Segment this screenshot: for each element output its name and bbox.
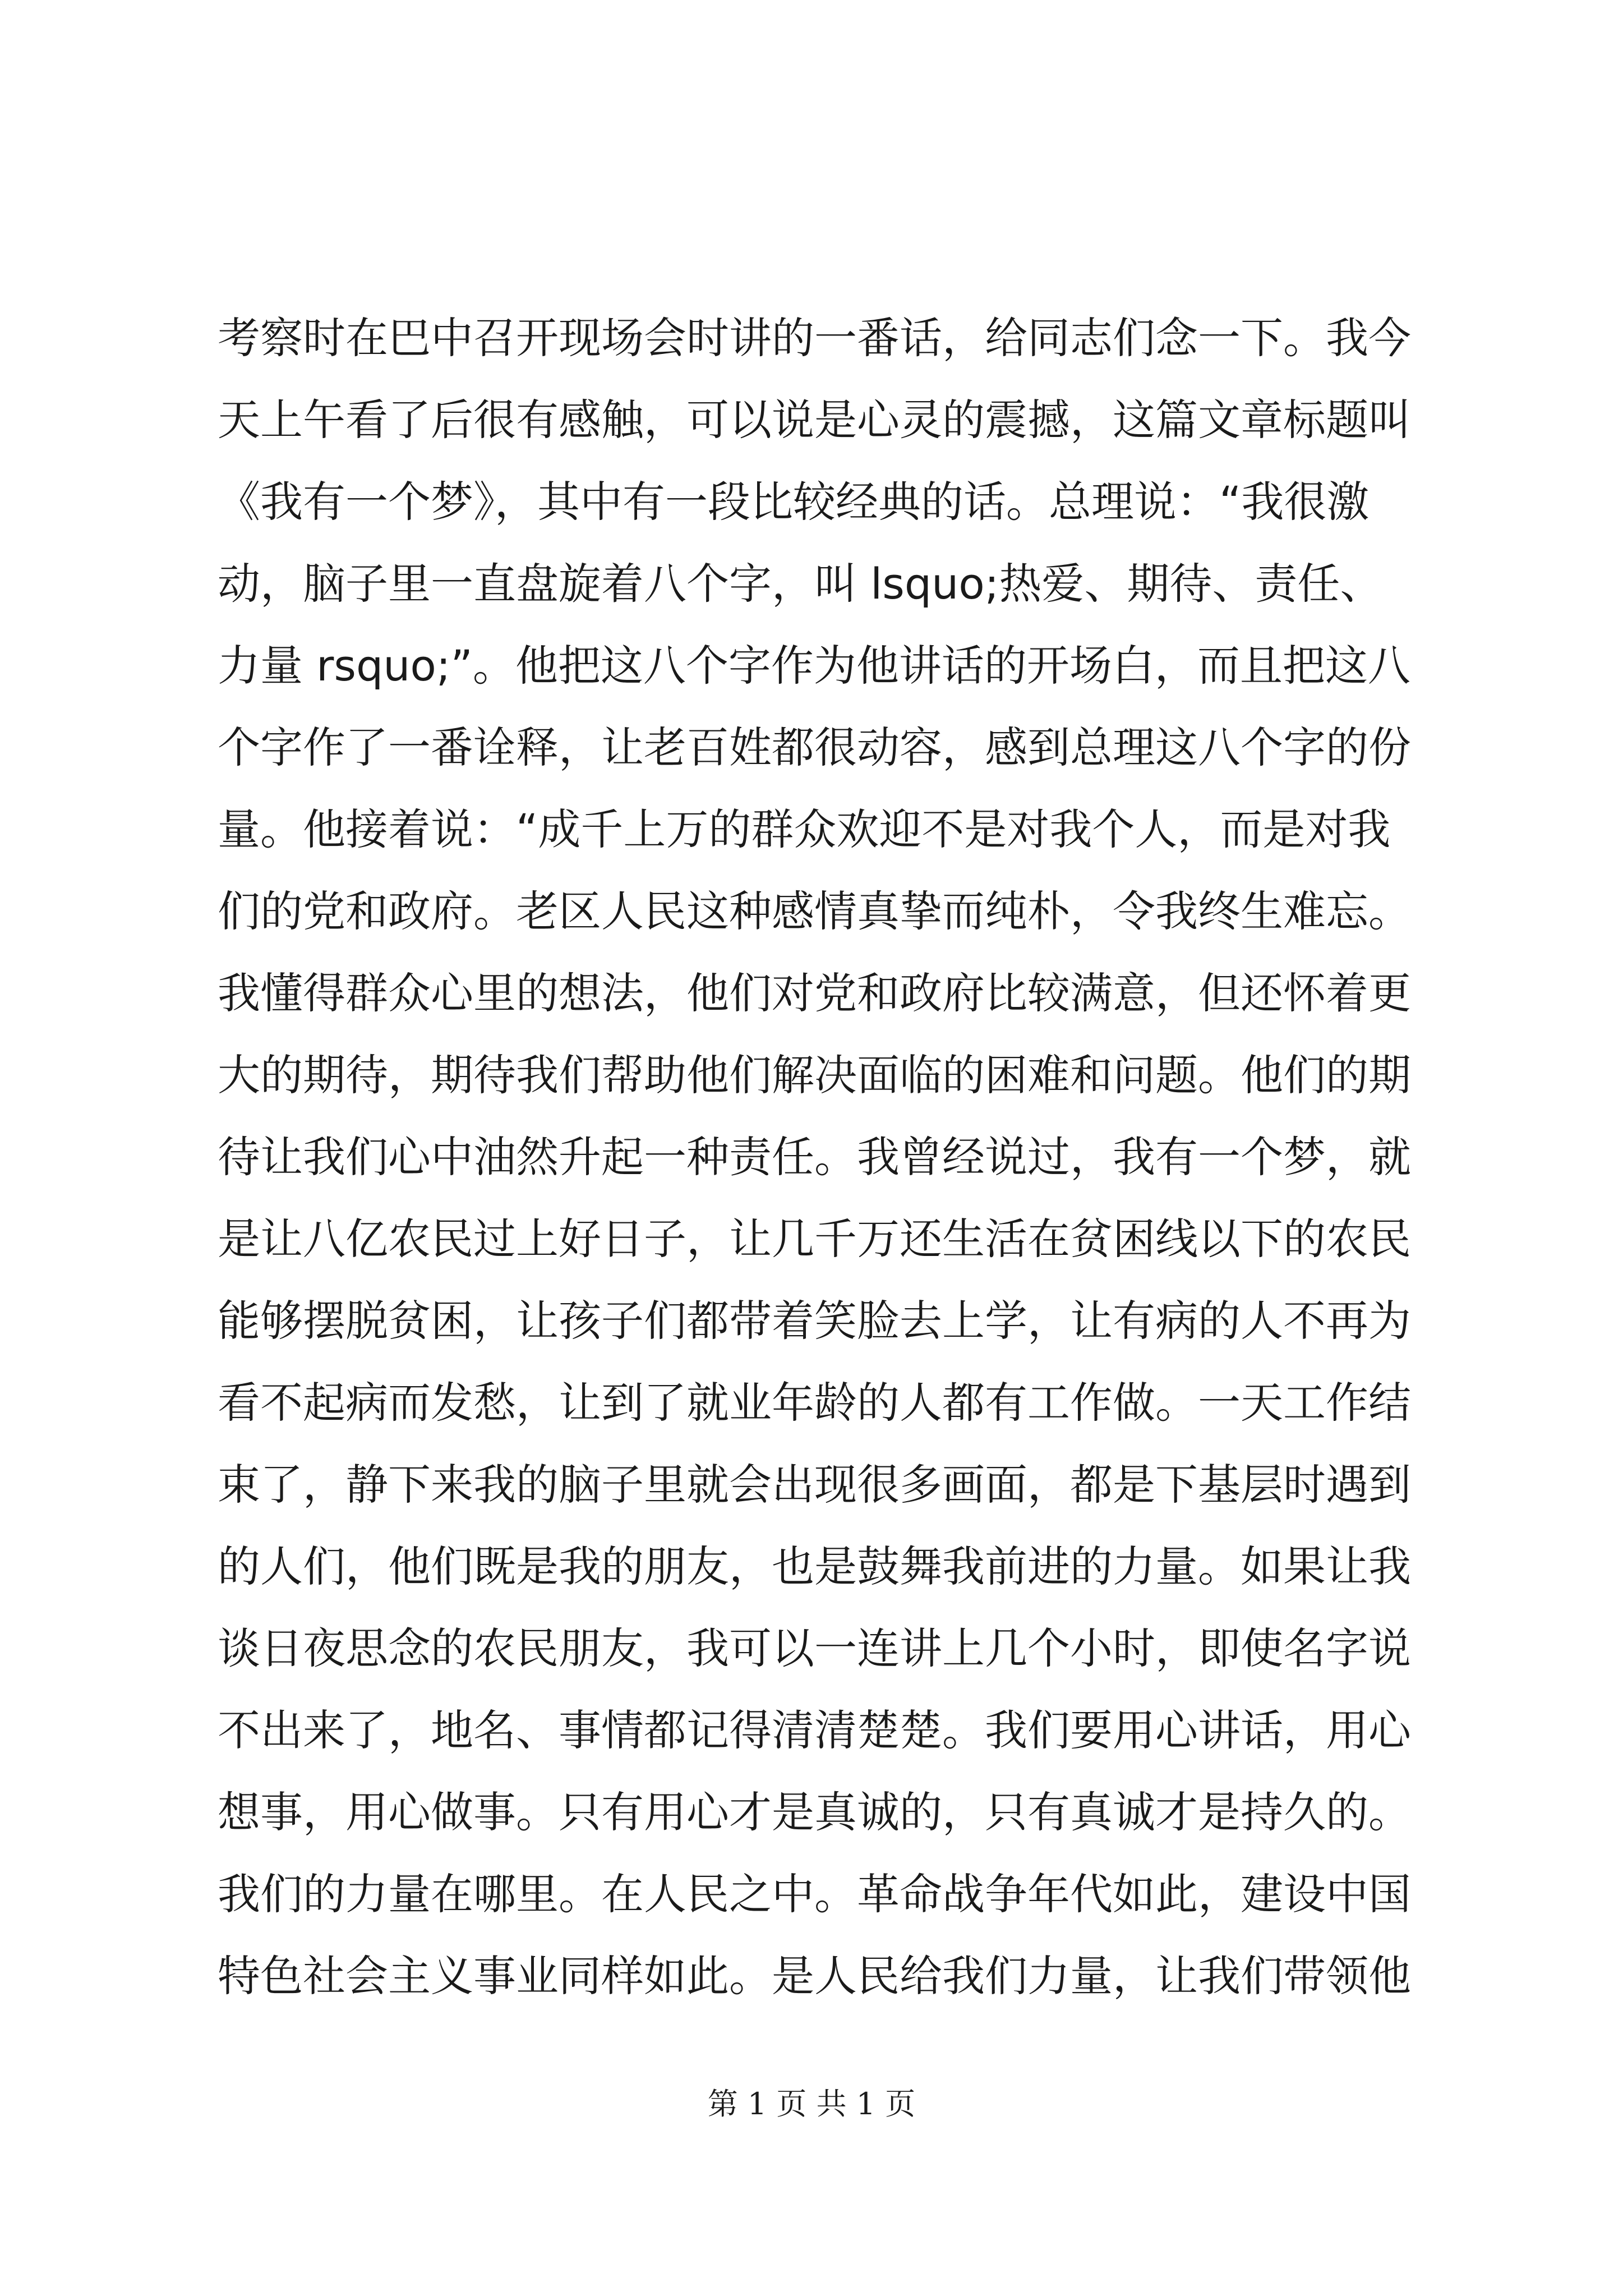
text-line: 能够摆脱贫困，让孩子们都带着笑脸去上学，让有病的人不再为 bbox=[218, 1296, 1411, 1346]
text-line: 谈日夜思念的农民朋友，我可以一连讲上几个小时，即使名字说 bbox=[218, 1623, 1411, 1673]
page-footer bbox=[0, 2085, 1623, 2124]
text-line: 想事，用心做事。只有用心才是真诚的，只有真诚才是持久的。 bbox=[218, 1787, 1411, 1837]
body-text bbox=[218, 297, 1418, 2017]
text-line: 量。他接着说：“成千上万的群众欢迎不是对我个人，而是对我 bbox=[218, 804, 1391, 854]
text-line: 不出来了，地名、事情都记得清清楚楚。我们要用心讲话，用心 bbox=[218, 1705, 1411, 1755]
text-line: 特色社会主义事业同样如此。是人民给我们力量，让我们带领他 bbox=[218, 1951, 1411, 2001]
text-line: 我们的力量在哪里。在人民之中。革命战争年代如此，建设中国 bbox=[218, 1869, 1411, 1919]
text-line: 我懂得群众心里的想法，他们对党和政府比较满意，但还怀着更 bbox=[218, 968, 1411, 1018]
text-line: 《我有一个梦》，其中有一段比较经典的话。总理说：“我很激 bbox=[218, 477, 1370, 527]
text-line: 是让八亿农民过上好日子，让几千万还生活在贫困线以下的农民 bbox=[218, 1214, 1411, 1264]
text-line: 力量 rsquo;”。他把这八个字作为他讲话的开场白，而且把这八 bbox=[218, 641, 1410, 691]
page-number-label: 第 1 页 共 1 页 bbox=[707, 2086, 916, 2122]
text-line: 动，脑子里一直盘旋着八个字，叫 lsquo;热爱、期待、责任、 bbox=[218, 559, 1383, 609]
text-line: 们的党和政府。老区人民这种感情真挚而纯朴，令我终生难忘。 bbox=[218, 886, 1411, 936]
text-line: 束了，静下来我的脑子里就会出现很多画面，都是下基层时遇到 bbox=[218, 1460, 1411, 1510]
text-line: 个字作了一番诠释，让老百姓都很动容，感到总理这八个字的份 bbox=[218, 723, 1411, 772]
text-line: 大的期待，期待我们帮助他们解决面临的困难和问题。他们的期 bbox=[218, 1050, 1411, 1100]
text-line: 待让我们心中油然升起一种责任。我曾经说过，我有一个梦，就 bbox=[218, 1132, 1411, 1182]
text-line: 天上午看了后很有感触，可以说是心灵的震撼，这篇文章标题叫 bbox=[218, 395, 1411, 445]
text-line: 的人们，他们既是我的朋友，也是鼓舞我前进的力量。如果让我 bbox=[218, 1542, 1411, 1591]
text-line: 看不起病而发愁，让到了就业年龄的人都有工作做。一天工作结 bbox=[218, 1378, 1411, 1428]
text-line: 考察时在巴中召开现场会时讲的一番话，给同志们念一下。我今 bbox=[218, 313, 1411, 363]
